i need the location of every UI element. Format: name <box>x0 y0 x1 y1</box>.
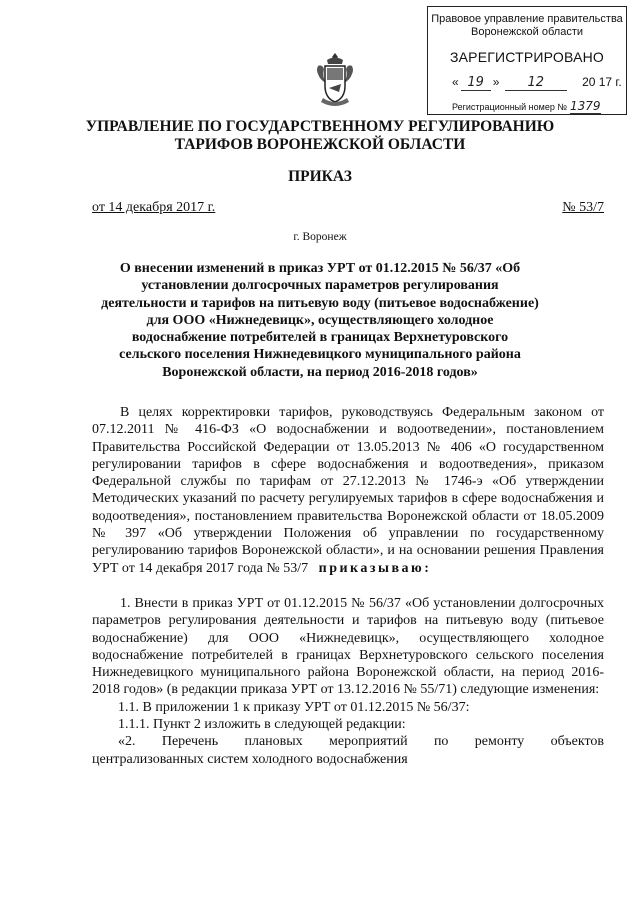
item-1-1-1-paragraph: 1.1.1. Пункт 2 изложить в следующей редакции: <box>118 717 406 733</box>
item-1-paragraph: 1. Внести в приказ УРТ от 01.12.2015 № 56/37 «Об установлении долгосрочных параметров регулирования деятельности и тарифов на питьевую воду (питьевое водоснабжение) для ООО «Нижнедевицк», осуществляющего холодное водоснабжение потребителей в границах Верхнетуровского сельского поселения Нижнедевицкого муниципального района Воронежской области, на период 2016-2018 годов» (в редакции приказа УРТ от 13.12.2016 № 55/71) следующие изменения: <box>92 595 604 698</box>
stamp-reg-number-value: 1379 <box>570 99 601 113</box>
document-date: от 14 декабря 2017 г. <box>92 200 216 215</box>
preamble-paragraph: В целях корректировки тарифов, руководствуясь Федеральным законом от 07.12.2011 № 416-ФЗ «О водоснабжении и водоотведении», постановлением Правительства Российской Федерации от 13.05.2013 № 406 «О государственном регулировании тарифов в сфере водоснабжения и водоотведения», приказом Федеральной службы по тарифам от 27.12.2013 № 1746-э «Об утверждении Методических указаний по расчету регулируемых тарифов в сфере водоснабжения и водоотведения», постановлением правительства Воронежской области от 18.05.2009 № 397 «Об утверждении Положения об управлении по государственному регулированию тарифов Воронежской области», и на основании решения Правления УРТ от 14 декабря 2017 года № 53/7 приказываю: <box>92 405 604 576</box>
stamp-reg-number: Регистрационный номер № 1379 <box>452 99 601 113</box>
document-type: ПРИКАЗ <box>288 168 352 185</box>
stamp-day: 19 <box>461 75 491 91</box>
stamp-year: 20 17 г. <box>582 75 622 89</box>
document-body <box>92 404 604 768</box>
order-word: приказываю: <box>318 560 432 576</box>
stamp-date: « 19 » 12 20 17 г. <box>452 75 622 90</box>
quoted-item-line-1: «2. Перечень плановых мероприятий по ремонту объектов <box>118 734 604 750</box>
document-number: № 53/7 <box>562 200 604 215</box>
quoted-item-line-2: централизованных систем холодного водоснабжения <box>92 751 408 767</box>
stamp-organization: Правовое управление правительства Воронежской области <box>431 13 623 38</box>
stamp-month: 12 <box>505 75 567 91</box>
stamp-registered-label: ЗАРЕГИСТРИРОВАНО <box>449 49 605 65</box>
document-subject: О внесении изменений в приказ УРТ от 01.12.2015 № 56/37 «Об установлении долгосрочных параметров регулирования деятельности и тарифов на питьевую воду (питьевое водоснабжение) для ООО «Нижнедевицк», осуществляющего холодное водоснабжение потребителей в границах Верхнетуровского сельского поселения Нижнедевицкого муниципального района Воронежской области, на период 2016-2018 годов» <box>101 261 539 380</box>
coat-of-arms-icon <box>315 52 355 108</box>
organization-title: УПРАВЛЕНИЕ ПО ГОСУДАРСТВЕННОМУ РЕГУЛИРОВАНИЮ ТАРИФОВ ВОРОНЕЖСКОЙ ОБЛАСТИ <box>85 118 555 153</box>
item-1-1-paragraph: 1.1. В приложении 1 к приказу УРТ от 01.12.2015 № 56/37: <box>118 699 470 715</box>
document-city: г. Воронеж <box>293 231 347 243</box>
registration-stamp <box>427 6 627 115</box>
